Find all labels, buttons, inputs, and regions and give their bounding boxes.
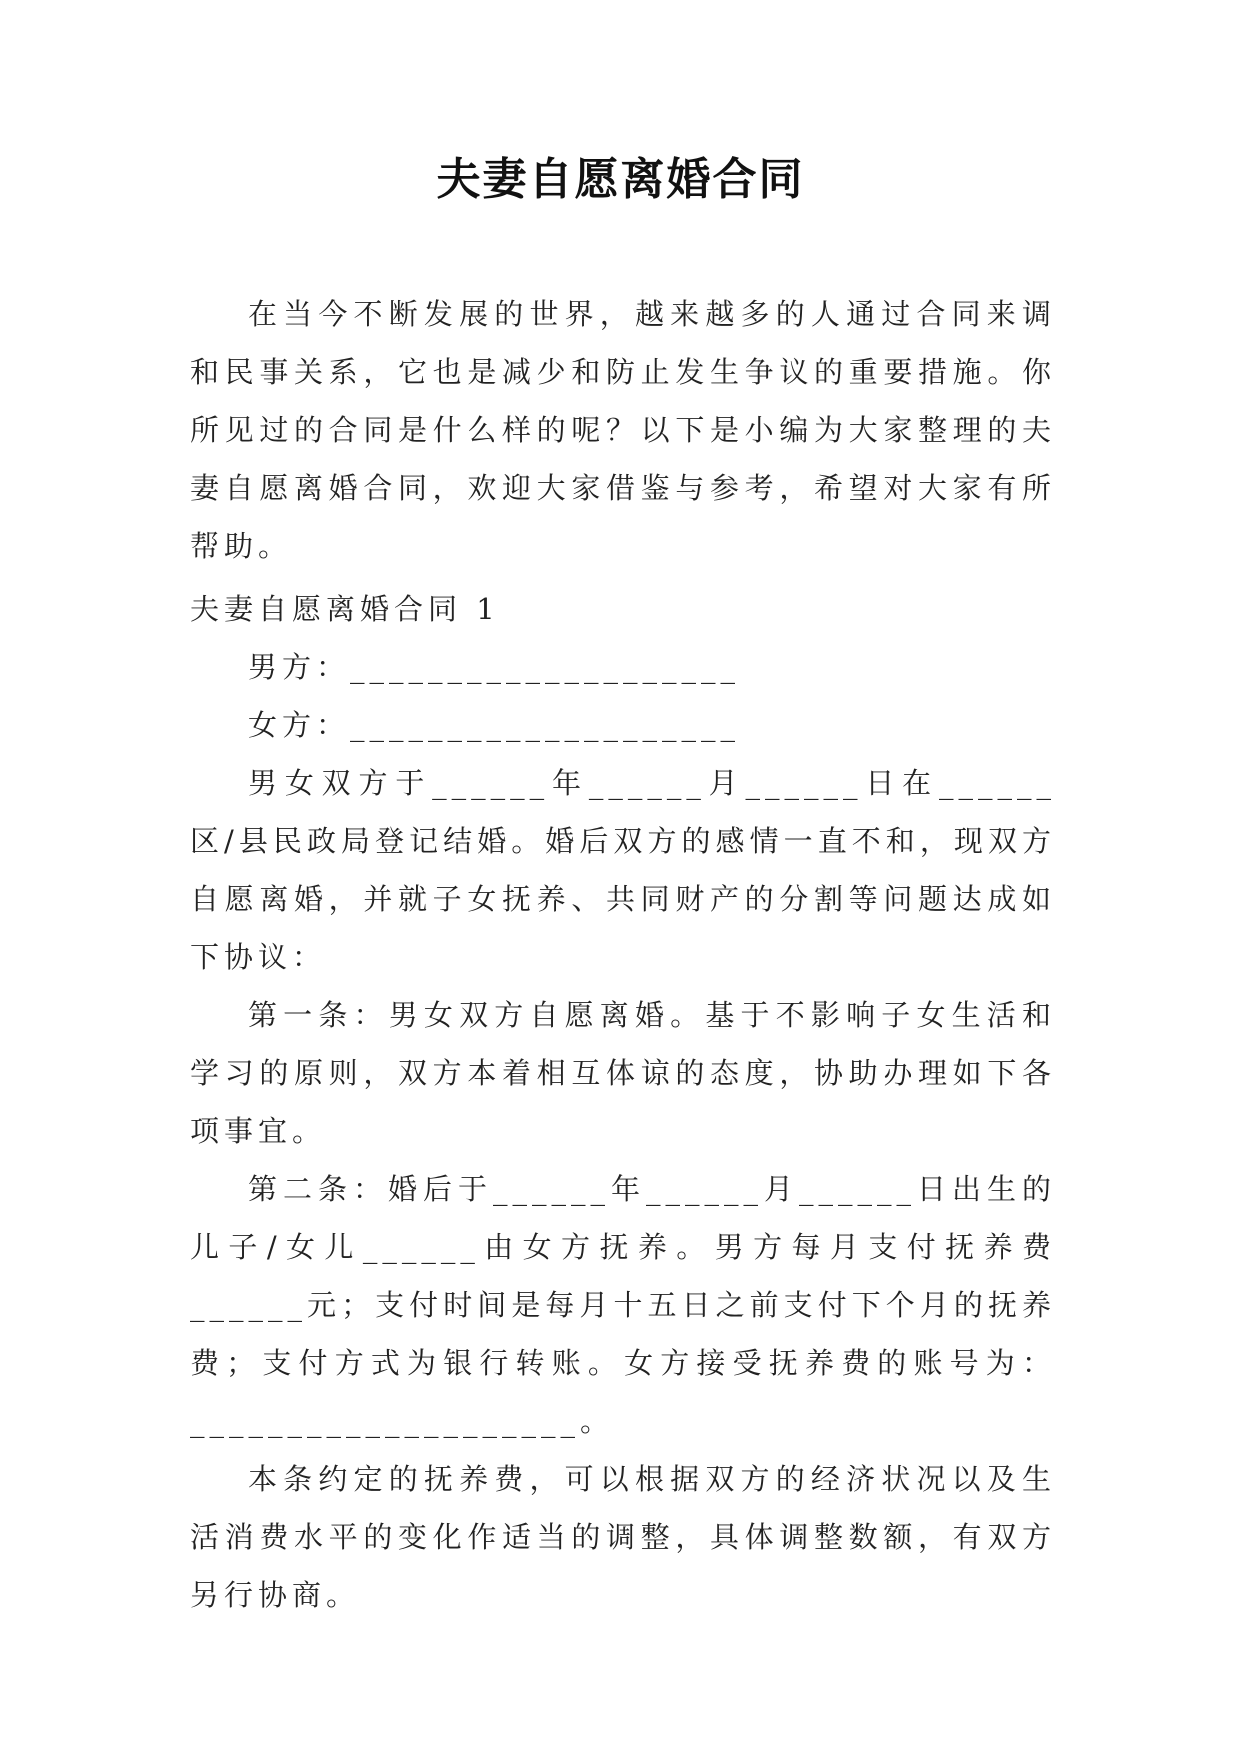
support-adjustment-paragraph: 本条约定的抚养费，可以根据双方的经济状况以及生活消费水平的变化作适当的调整，具体调整数额，有双方另行协商。 <box>190 1462 1056 1612</box>
male-party-line: 男方：____________________ <box>248 650 741 684</box>
intro-paragraph: 在当今不断发展的世界，越来越多的人通过合同来调和民事关系，它也是减少和防止发生争议的重要措施。你所见过的合同是什么样的呢？以下是小编为大家整理的夫妻自愿离婚合同，欢迎大家借鉴与参考，希望对大家有所帮助。 <box>190 297 1056 563</box>
marriage-registration-paragraph: 男女双方于______年______月______日在______区/县民政局登记结婚。婚后双方的感情一直不和，现双方自愿离婚，并就子女抚养、共同财产的分割等问题达成如下协议： <box>190 766 1056 974</box>
contract-block <box>190 580 1056 1624</box>
article-one-paragraph: 第一条：男女双方自愿离婚。基于不影响子女生活和学习的原则，双方本着相互体谅的态度，协助办理如下各项事宜。 <box>190 998 1056 1148</box>
female-party-line: 女方：____________________ <box>248 708 741 742</box>
document-title: 夫妻自愿离婚合同 <box>436 154 805 205</box>
article-two-paragraph: 第二条：婚后于______年______月______日出生的儿子/女儿______由女方抚养。男方每月支付抚养费______元；支付时间是每月十五日之前支付下个月的抚养费；支付方式为银行转账。女方接受抚养费的账号为：____________________。 <box>190 1172 1056 1438</box>
section-heading: 夫妻自愿离婚合同 1 <box>190 592 500 626</box>
intro-block <box>190 285 1056 575</box>
